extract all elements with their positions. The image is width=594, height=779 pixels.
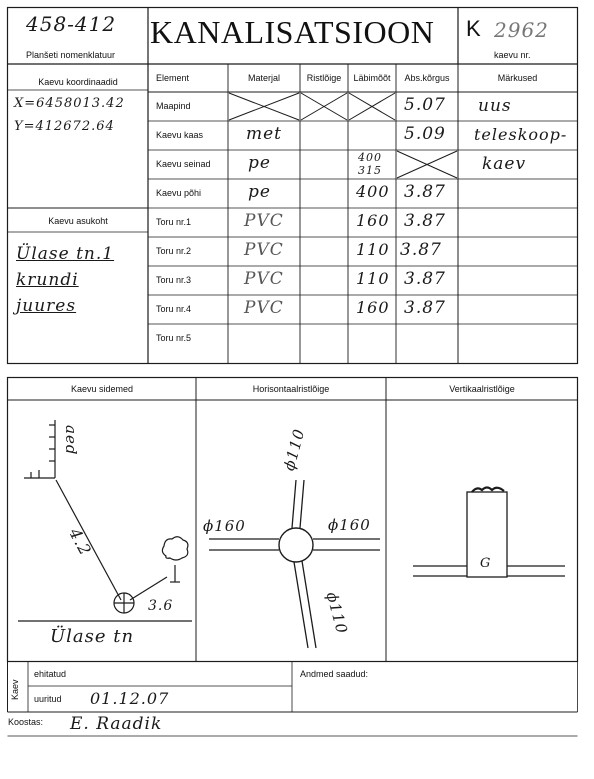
col-header-element: Element [156, 73, 190, 83]
surveyed-date: 01.12.07 [90, 689, 170, 708]
row-materjal: met [246, 124, 283, 144]
building-label: aed [62, 425, 80, 456]
row-abs: 3.87 [404, 298, 446, 318]
vertical-mark: G [480, 556, 492, 571]
footer-side-label: Kaev [10, 679, 20, 700]
row-abs: 3.87 [400, 240, 442, 260]
row-materjal: pe [248, 182, 271, 202]
row-abs: 5.07 [404, 95, 446, 115]
row-element: Toru nr.4 [156, 304, 192, 314]
row-labimoot: 400 [358, 151, 382, 164]
coordinate-x: X=6458013.42 [14, 96, 125, 111]
row-abs: 3.87 [404, 182, 446, 202]
nomenclature-value: 458-412 [26, 12, 117, 36]
col-header-abs-korgus: Abs.kõrgus [404, 73, 450, 83]
row-labimoot: 160 [356, 298, 390, 317]
distance-to-tree: 3.6 [148, 598, 174, 614]
data-received-label: Andmed saadud: [300, 669, 369, 679]
location-line-3: juures [16, 296, 77, 316]
location-line-2: krundi [16, 270, 79, 290]
row-abs: 3.87 [404, 211, 446, 231]
col-header-ristloige: Ristlõige [306, 73, 342, 83]
row-markused: uus [478, 96, 512, 116]
vertical-title: Vertikaalristlõige [449, 384, 515, 394]
compiled-by: E. Raadik [70, 714, 163, 734]
row-labimoot: 400 [356, 182, 390, 201]
row-element: Toru nr.2 [156, 246, 192, 256]
row-labimoot: 110 [356, 269, 390, 288]
distance-to-building: 4.2 [65, 525, 96, 560]
row-markused: teleskoop- [474, 125, 568, 144]
row-materjal: PVC [244, 298, 284, 318]
pipe-label-right: ϕ160 [328, 516, 371, 534]
nomenclature-label: Planšeti nomenklatuur [26, 50, 116, 60]
horizontal-title: Horisontaalristlõige [252, 384, 330, 394]
col-header-labimoot: Läbimõõt [353, 73, 391, 83]
ties-sketch [18, 420, 192, 621]
surveyed-label: uuritud [34, 694, 62, 704]
built-label: ehitatud [34, 669, 67, 679]
coordinate-y: Y=412672.64 [14, 119, 115, 134]
row-materjal: pe [248, 153, 271, 173]
row-markused: kaev [482, 154, 527, 174]
coordinates-label: Kaevu koordinaadid [38, 77, 118, 87]
row-materjal: PVC [244, 211, 284, 231]
compiled-label: Koostas: [8, 717, 44, 727]
row-materjal: PVC [244, 269, 284, 289]
pipe-label-bottom: ϕ110 [322, 590, 352, 637]
row-labimoot: 110 [356, 240, 390, 259]
row-labimoot: 160 [356, 211, 390, 230]
row-materjal: PVC [244, 240, 284, 260]
row-element: Maapind [156, 101, 191, 111]
street-label: Ülase tn [50, 626, 135, 647]
location-label: Kaevu asukoht [48, 216, 108, 226]
row-element: Toru nr.3 [156, 275, 192, 285]
col-header-materjal: Materjal [247, 73, 280, 83]
row-element: Toru nr.1 [156, 217, 192, 227]
row-abs: 3.87 [404, 269, 446, 289]
pipe-label-left: ϕ160 [203, 517, 246, 535]
row-element: Kaevu seinad [156, 159, 211, 169]
well-number-label: kaevu nr. [494, 50, 531, 60]
row-abs: 5.09 [404, 124, 446, 144]
row-element: Toru nr.5 [156, 333, 192, 343]
well-prefix: K [466, 16, 481, 41]
col-header-markused: Märkused [497, 73, 538, 83]
form-title: KANALISATSIOON [150, 14, 435, 50]
horizontal-sketch [209, 480, 380, 648]
row-element: Kaevu põhi [156, 188, 202, 198]
pipe-label-top: ϕ110 [280, 426, 309, 473]
location-line-1: Ülase tn.1 [16, 244, 115, 264]
well-number: 2962 [494, 18, 549, 42]
ties-title: Kaevu sidemed [70, 384, 134, 394]
row-element: Kaevu kaas [156, 130, 204, 140]
row-labimoot-2: 315 [358, 164, 382, 177]
